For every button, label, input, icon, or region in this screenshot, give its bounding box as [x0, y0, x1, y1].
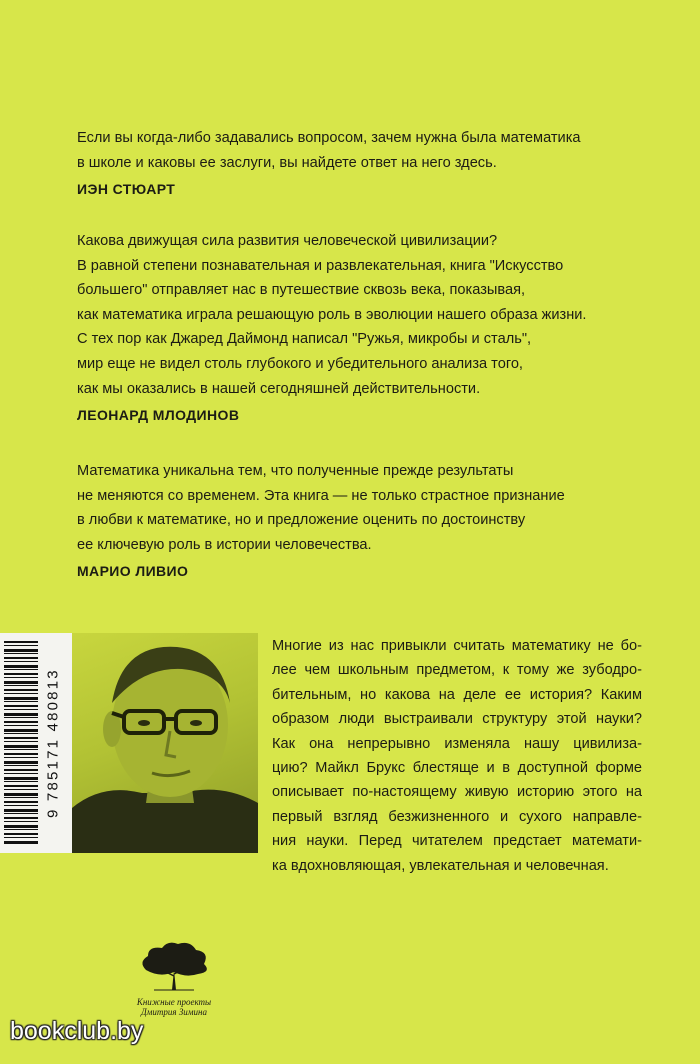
- publisher-name-line2: Дмитрия Зимина: [140, 1007, 208, 1017]
- quote-line: Математика уникальна тем, что полученные прежде результаты: [77, 463, 514, 479]
- description-line: цию? Майкл Брукс блестяще и в доступной форме: [272, 760, 642, 777]
- quote-line: В равной степени познавательная и развлекательная, книга "Искусство: [77, 257, 564, 274]
- description-line: первый взгляд безжизненного и сухого направле-: [272, 808, 642, 825]
- author-photo: [72, 633, 258, 853]
- tree-icon: [134, 940, 214, 992]
- description-line: Как она непрерывно изменяла нашу цивилиза-: [272, 735, 642, 752]
- quote-line: не меняются со временем. Эта книга — не только страстное признание: [77, 487, 565, 504]
- barcode: [0, 633, 72, 853]
- quote-line: большего" отправляет нас в путешествие сквозь века, показывая,: [77, 282, 526, 299]
- quote-line: в школе и каковы ее заслуги, вы найдете ответ на него здесь.: [77, 154, 497, 171]
- quote-line: как мы оказались в нашей сегодняшней действительности.: [77, 380, 481, 397]
- quote-author: МАРИО ЛИВИО: [77, 563, 189, 580]
- publisher-logo: [134, 940, 214, 1017]
- publisher-name-line1: Книжные проекты: [136, 997, 212, 1007]
- description-line: ния науки. Перед читателем предстает математи-: [272, 833, 642, 850]
- description-line: ка вдохновляющая, увлекательная и человечная.: [272, 857, 609, 874]
- description-line: лее чем школьным предметом, к тому же зубодро-: [272, 662, 642, 679]
- description-line: бительным, но какова на деле ее история? Каким: [272, 686, 642, 703]
- quote-mario-livio: [77, 459, 637, 584]
- description-line: образом люди выстраивали структуру этой науки?: [272, 711, 642, 728]
- quote-line: в любви к математике, но и предложение оценить по достоинству: [77, 512, 526, 529]
- quote-author: ИЭН СТЮАРТ: [77, 181, 176, 198]
- description-line: описывает по-настоящему живую историю этого на: [272, 784, 642, 801]
- book-description: [272, 634, 642, 878]
- barcode-digits: 9 785171 480813: [44, 668, 62, 818]
- quote-ian-stewart: [77, 126, 637, 202]
- quote-line: ее ключевую роль в истории человечества.: [77, 536, 372, 553]
- barcode-bars: [4, 641, 38, 845]
- author-portrait-image: [72, 633, 258, 853]
- site-watermark: bookclub.by: [10, 1017, 144, 1045]
- quote-line: мир еще не видел столь глубокого и убедительного анализа того,: [77, 355, 523, 372]
- description-line: Многие из нас привыкли считать математику не бо-: [272, 638, 642, 654]
- quote-leonard-mlodinow: [77, 229, 637, 428]
- quote-author: ЛЕОНАРД МЛОДИНОВ: [77, 407, 240, 424]
- quote-line: Какова движущая сила развития человеческой цивилизации?: [77, 233, 498, 249]
- quote-line: С тех пор как Джаред Даймонд написал "Ружья, микробы и сталь",: [77, 331, 532, 348]
- quote-line: Если вы когда-либо задавались вопросом, зачем нужна была математика: [77, 130, 581, 146]
- quote-line: как математика играла решающую роль в эволюции нашего образа жизни.: [77, 306, 587, 323]
